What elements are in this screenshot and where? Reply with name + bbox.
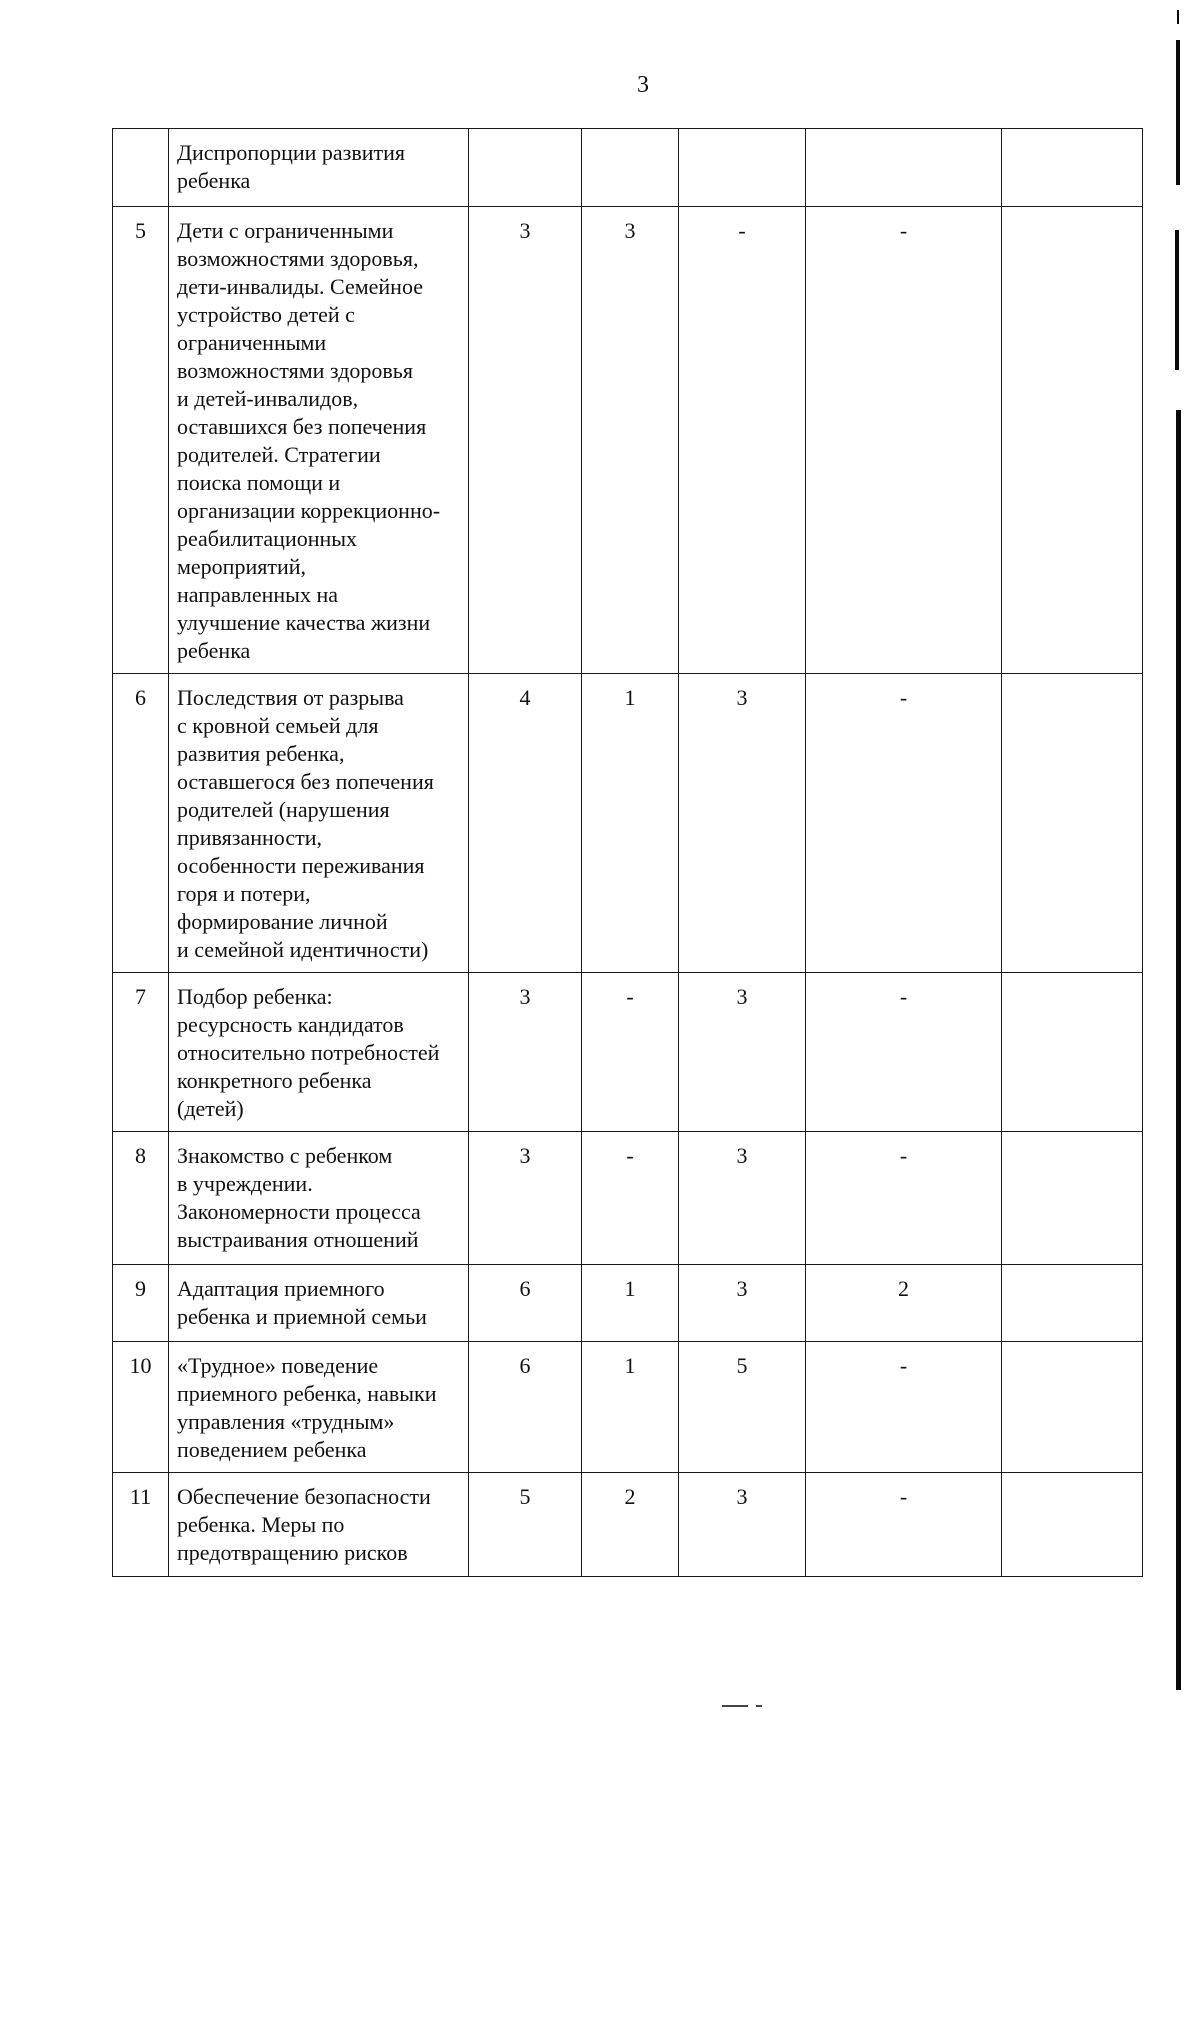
hours-practice: 3 — [679, 973, 806, 1132]
table-row — [113, 1342, 1143, 1473]
row-number: 11 — [113, 1473, 169, 1577]
topic-title: «Трудное» поведение приемного ребенка, навыки управления «трудным» поведением ребенка — [169, 1342, 469, 1473]
hours-other: - — [806, 1473, 1002, 1577]
row-number: 7 — [113, 973, 169, 1132]
row-number — [113, 129, 169, 207]
hours-lectures: 2 — [582, 1473, 679, 1577]
hours-total: 5 — [469, 1473, 582, 1577]
hours-lectures: 1 — [582, 1342, 679, 1473]
hours-total — [469, 129, 582, 207]
table-row — [113, 1132, 1143, 1265]
hours-other: 2 — [806, 1265, 1002, 1342]
page-number: 3 — [637, 72, 649, 98]
scan-edge-mark — [1175, 230, 1179, 370]
hours-total: 6 — [469, 1342, 582, 1473]
scan-dash-mark — [722, 1705, 748, 1707]
extra-cell — [1002, 674, 1143, 973]
table-row — [113, 973, 1143, 1132]
row-number: 9 — [113, 1265, 169, 1342]
hours-lectures: - — [582, 973, 679, 1132]
table-row — [113, 129, 1143, 207]
extra-cell — [1002, 129, 1143, 207]
row-number: 5 — [113, 207, 169, 674]
hours-other: - — [806, 973, 1002, 1132]
table-row — [113, 207, 1143, 674]
hours-practice: 3 — [679, 1265, 806, 1342]
table-row — [113, 1265, 1143, 1342]
extra-cell — [1002, 1473, 1143, 1577]
hours-lectures: 1 — [582, 674, 679, 973]
hours-other: - — [806, 1132, 1002, 1265]
hours-practice: 3 — [679, 1473, 806, 1577]
hours-practice — [679, 129, 806, 207]
scan-edge-mark — [1176, 40, 1180, 185]
row-number: 6 — [113, 674, 169, 973]
extra-cell — [1002, 1265, 1143, 1342]
extra-cell — [1002, 973, 1143, 1132]
hours-other: - — [806, 1342, 1002, 1473]
row-number: 8 — [113, 1132, 169, 1265]
hours-other — [806, 129, 1002, 207]
table-row — [113, 674, 1143, 973]
hours-lectures — [582, 129, 679, 207]
hours-practice: 3 — [679, 1132, 806, 1265]
topic-title: Адаптация приемного ребенка и приемной семьи — [169, 1265, 469, 1342]
extra-cell — [1002, 1132, 1143, 1265]
hours-total: 3 — [469, 207, 582, 674]
curriculum-table — [112, 128, 1143, 1577]
scan-dash-mark — [756, 1705, 762, 1707]
hours-other: - — [806, 674, 1002, 973]
topic-title: Дети с ограниченными возможностями здоровья, дети-инвалиды. Семейное устройство детей с ограниченными возможностями здоровья и детей-инвалидов, оставшихся без попечения родителей. Стратегии поиска помощи и организации коррекционно- реабилитационных мероприятий, направленных на улучшение качества жизни ребенка — [169, 207, 469, 674]
topic-title: Обеспечение безопасности ребенка. Меры по предотвращению рисков — [169, 1473, 469, 1577]
extra-cell — [1002, 1342, 1143, 1473]
hours-total: 3 — [469, 973, 582, 1132]
topic-title: Диспропорции развития ребенка — [169, 129, 469, 207]
hours-total: 6 — [469, 1265, 582, 1342]
extra-cell — [1002, 207, 1143, 674]
hours-lectures: 3 — [582, 207, 679, 674]
row-number: 10 — [113, 1342, 169, 1473]
scan-edge-mark — [1176, 410, 1181, 1690]
hours-lectures: 1 — [582, 1265, 679, 1342]
hours-total: 4 — [469, 674, 582, 973]
table-row — [113, 1473, 1143, 1577]
hours-practice: 5 — [679, 1342, 806, 1473]
topic-title: Последствия от разрыва с кровной семьей для развития ребенка, оставшегося без попечения родителей (нарушения привязанности, особенности переживания горя и потери, формирование личной и семейной идентичности) — [169, 674, 469, 973]
hours-lectures: - — [582, 1132, 679, 1265]
scan-edge-mark — [1177, 10, 1179, 24]
hours-practice: - — [679, 207, 806, 674]
topic-title: Подбор ребенка: ресурсность кандидатов относительно потребностей конкретного ребенка (детей) — [169, 973, 469, 1132]
hours-total: 3 — [469, 1132, 582, 1265]
hours-other: - — [806, 207, 1002, 674]
hours-practice: 3 — [679, 674, 806, 973]
topic-title: Знакомство с ребенком в учреждении. Закономерности процесса выстраивания отношений — [169, 1132, 469, 1265]
